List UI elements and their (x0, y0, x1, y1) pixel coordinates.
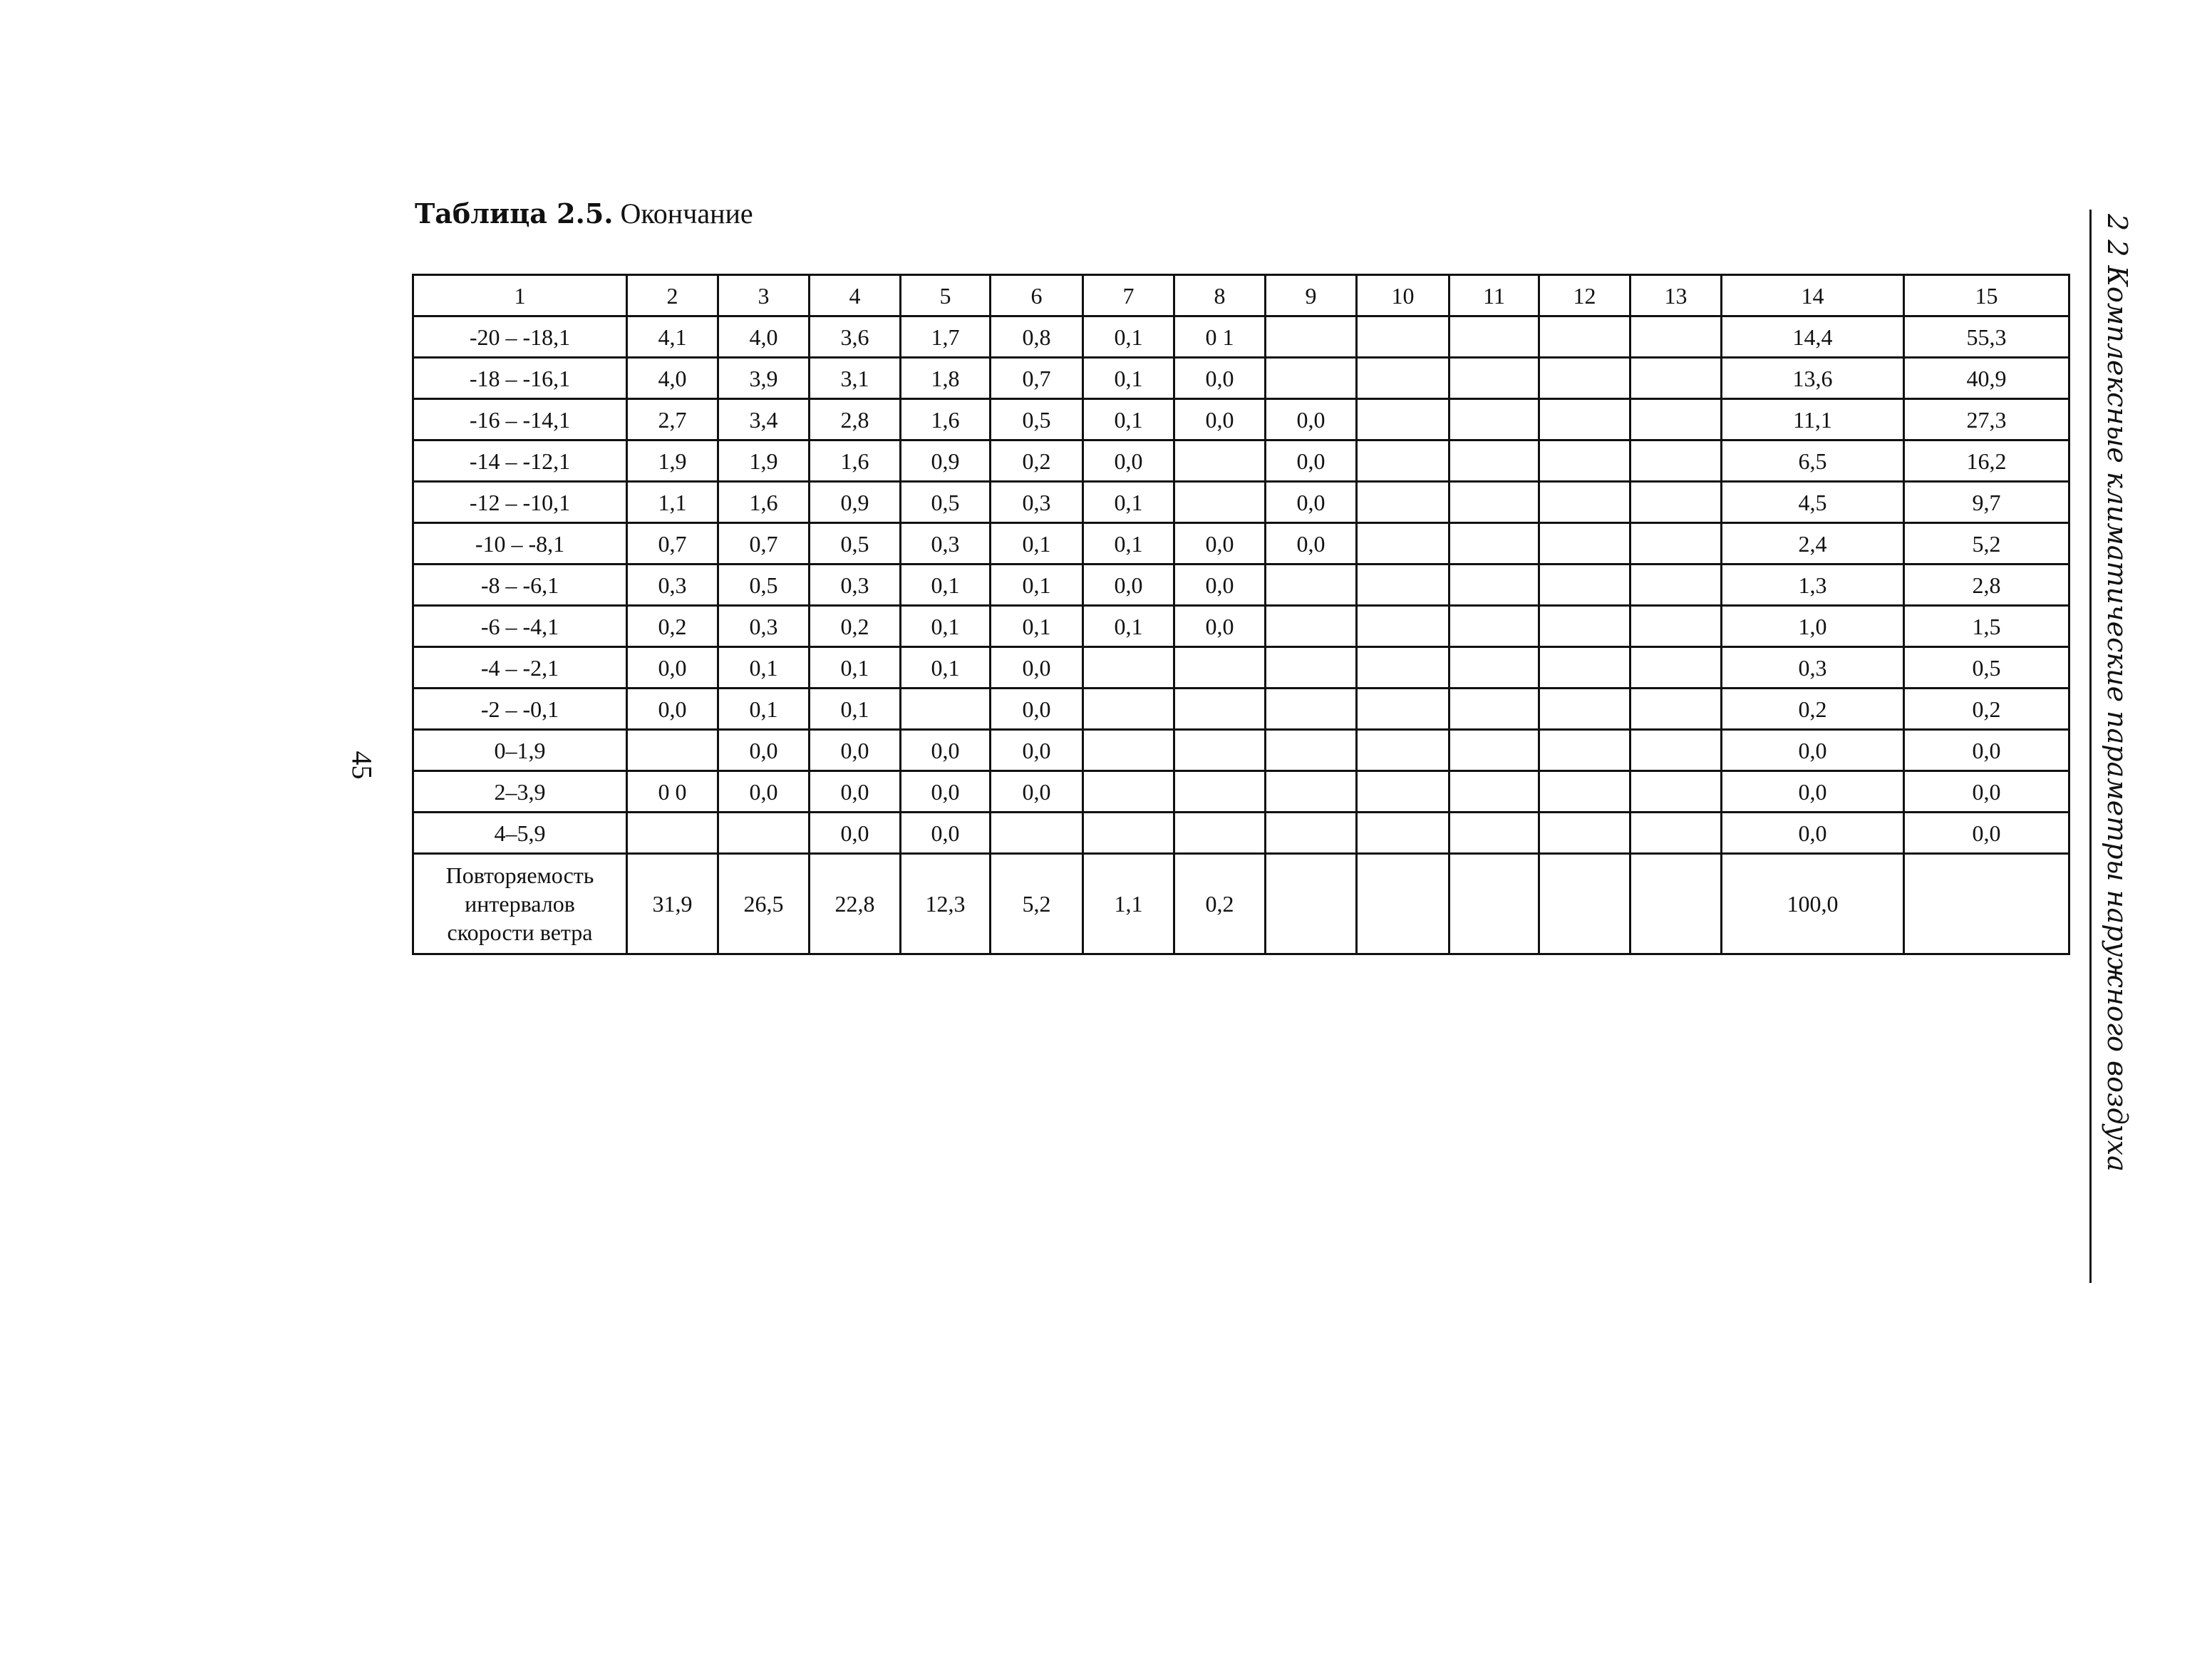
data-cell: 2,8 (1904, 565, 2069, 606)
data-cell: 0,2 (627, 606, 718, 647)
summary-value-cell: 1,1 (1083, 854, 1174, 954)
data-cell: 0,3 (627, 565, 718, 606)
data-cell (1357, 399, 1449, 440)
data-cell (1174, 647, 1266, 689)
data-cell: 0,0 (991, 730, 1083, 771)
row-label-cell: 4–5,9 (413, 813, 627, 854)
data-cell (1357, 316, 1449, 358)
header-cell: 8 (1174, 275, 1266, 316)
summary-value-cell: 0,2 (1174, 854, 1266, 954)
data-cell: 1,7 (901, 316, 991, 358)
data-cell: 0,0 (901, 730, 991, 771)
data-cell (1539, 606, 1630, 647)
data-cell (1449, 482, 1539, 523)
summary-value-cell (1266, 854, 1357, 954)
data-cell: 3,9 (718, 358, 810, 399)
data-cell: 0,0 (627, 689, 718, 730)
header-cell: 14 (1722, 275, 1904, 316)
data-cell: 0,0 (1174, 606, 1266, 647)
data-cell (1357, 606, 1449, 647)
data-cell (1266, 316, 1357, 358)
data-cell: 0,1 (1083, 316, 1174, 358)
data-cell: 0,0 (1722, 813, 1904, 854)
row-label-cell: -8 – -6,1 (413, 565, 627, 606)
data-cell (1357, 730, 1449, 771)
data-cell (1630, 730, 1722, 771)
data-cell: 4,1 (627, 316, 718, 358)
data-cell: 0,9 (901, 440, 991, 482)
data-cell (1083, 813, 1174, 854)
header-cell: 1 (413, 275, 627, 316)
summary-row (413, 854, 2069, 954)
data-cell (1630, 813, 1722, 854)
row-label-cell: -2 – -0,1 (413, 689, 627, 730)
header-cell: 13 (1630, 275, 1722, 316)
data-cell: 0,5 (901, 482, 991, 523)
data-cell: 0,2 (1722, 689, 1904, 730)
data-cell: 40,9 (1904, 358, 2069, 399)
data-cell: 0,0 (810, 771, 901, 813)
data-cell (1174, 482, 1266, 523)
header-cell: 4 (810, 275, 901, 316)
data-cell: 0,5 (991, 399, 1083, 440)
data-cell: 1,1 (627, 482, 718, 523)
data-cell: 0,8 (991, 316, 1083, 358)
data-cell (1539, 482, 1630, 523)
data-cell: 0,0 (1174, 565, 1266, 606)
data-cell: 0,0 (901, 813, 991, 854)
data-cell: 0,0 (991, 689, 1083, 730)
data-cell (1630, 440, 1722, 482)
data-cell (1449, 813, 1539, 854)
table-row (413, 482, 2069, 523)
data-cell (1357, 771, 1449, 813)
summary-value-cell (1539, 854, 1630, 954)
data-cell (1539, 316, 1630, 358)
data-cell: 0,9 (810, 482, 901, 523)
header-cell: 2 (627, 275, 718, 316)
data-cell (1539, 565, 1630, 606)
data-cell: 1,3 (1722, 565, 1904, 606)
data-cell (1357, 358, 1449, 399)
data-cell: 3,4 (718, 399, 810, 440)
data-cell: 0,1 (1083, 523, 1174, 565)
data-cell: 2,7 (627, 399, 718, 440)
row-label-cell: 0–1,9 (413, 730, 627, 771)
data-cell (627, 813, 718, 854)
data-cell: 2,4 (1722, 523, 1904, 565)
data-cell (1630, 358, 1722, 399)
summary-value-cell (1630, 854, 1722, 954)
data-cell: 13,6 (1722, 358, 1904, 399)
data-cell: 1,6 (718, 482, 810, 523)
data-cell: 0,1 (991, 565, 1083, 606)
data-cell: 0,7 (991, 358, 1083, 399)
data-cell (1630, 482, 1722, 523)
data-cell (1083, 689, 1174, 730)
summary-value-cell: 5,2 (991, 854, 1083, 954)
data-cell: 0,1 (901, 647, 991, 689)
data-cell: 0,7 (718, 523, 810, 565)
table-row (413, 647, 2069, 689)
data-cell: 0,3 (810, 565, 901, 606)
data-cell: 9,7 (1904, 482, 2069, 523)
data-cell (1266, 565, 1357, 606)
data-cell: 0,0 (1722, 730, 1904, 771)
table-row (413, 316, 2069, 358)
data-cell: 1,5 (1904, 606, 2069, 647)
summary-value-cell (1904, 854, 2069, 954)
table-row (413, 565, 2069, 606)
data-cell: 14,4 (1722, 316, 1904, 358)
data-cell: 0,3 (718, 606, 810, 647)
row-label-cell: -16 – -14,1 (413, 399, 627, 440)
data-cell: 0,0 (1722, 771, 1904, 813)
table-row (413, 771, 2069, 813)
data-cell (1539, 358, 1630, 399)
table-header-row (413, 275, 2069, 316)
row-label-cell: -12 – -10,1 (413, 482, 627, 523)
data-cell: 0,0 (810, 813, 901, 854)
data-cell: 0,3 (901, 523, 991, 565)
data-cell: 0,1 (810, 689, 901, 730)
data-cell: 1,6 (810, 440, 901, 482)
data-cell: 0,0 (1083, 565, 1174, 606)
table-row (413, 689, 2069, 730)
data-cell (1539, 771, 1630, 813)
data-cell (627, 730, 718, 771)
running-head-rule (2089, 210, 2092, 1283)
data-cell (1357, 440, 1449, 482)
data-cell: 55,3 (1904, 316, 2069, 358)
row-label-cell: -4 – -2,1 (413, 647, 627, 689)
data-cell (1539, 440, 1630, 482)
data-cell (1357, 523, 1449, 565)
running-head: 2 2 Комплексные климатические параметры наружного воздуха (2102, 214, 2133, 1172)
summary-value-cell: 100,0 (1722, 854, 1904, 954)
table-row (413, 606, 2069, 647)
data-cell (1357, 482, 1449, 523)
data-cell: 0,0 (718, 730, 810, 771)
summary-value-cell (1449, 854, 1539, 954)
data-cell: 1,9 (718, 440, 810, 482)
data-table (412, 274, 2070, 955)
data-cell: 0,2 (810, 606, 901, 647)
data-cell (1449, 523, 1539, 565)
data-cell (1630, 399, 1722, 440)
data-cell: 2,8 (810, 399, 901, 440)
summary-label-line: интервалов (465, 891, 575, 917)
data-cell: 0,5 (718, 565, 810, 606)
data-cell (1449, 606, 1539, 647)
table-body (413, 275, 2069, 954)
data-cell: 0,0 (1174, 358, 1266, 399)
data-cell: 11,1 (1722, 399, 1904, 440)
data-cell (1449, 771, 1539, 813)
data-cell (1539, 689, 1630, 730)
data-cell: 0,0 (1904, 813, 2069, 854)
data-cell (1630, 647, 1722, 689)
data-cell: 0,0 (1174, 523, 1266, 565)
data-cell: 0,0 (1266, 482, 1357, 523)
header-cell: 3 (718, 275, 810, 316)
data-cell: 0,1 (810, 647, 901, 689)
data-cell: 0,1 (1083, 358, 1174, 399)
data-cell (1449, 440, 1539, 482)
data-cell: 0,0 (718, 771, 810, 813)
data-cell (1357, 647, 1449, 689)
data-cell: 0,5 (1904, 647, 2069, 689)
header-cell: 12 (1539, 275, 1630, 316)
data-cell: 4,0 (718, 316, 810, 358)
data-cell: 4,0 (627, 358, 718, 399)
data-cell: 0,5 (810, 523, 901, 565)
table-row (413, 358, 2069, 399)
data-cell: 0,0 (1083, 440, 1174, 482)
data-cell: 0,3 (991, 482, 1083, 523)
data-cell (1266, 606, 1357, 647)
row-label-cell: -10 – -8,1 (413, 523, 627, 565)
data-cell: 4,5 (1722, 482, 1904, 523)
row-label-cell: -14 – -12,1 (413, 440, 627, 482)
data-cell (1357, 689, 1449, 730)
data-cell (1083, 730, 1174, 771)
data-cell (1630, 316, 1722, 358)
page-number: 45 (346, 751, 378, 780)
data-cell: 0 0 (627, 771, 718, 813)
table-caption (415, 197, 753, 230)
table-row (413, 440, 2069, 482)
header-cell: 15 (1904, 275, 2069, 316)
data-cell: 27,3 (1904, 399, 2069, 440)
data-cell: 0,0 (1266, 440, 1357, 482)
data-cell (1449, 399, 1539, 440)
data-cell: 0,0 (1904, 730, 2069, 771)
data-cell: 0,1 (991, 606, 1083, 647)
data-cell (1539, 399, 1630, 440)
row-label-cell: 2–3,9 (413, 771, 627, 813)
data-cell (1630, 606, 1722, 647)
data-cell: 0,0 (1904, 771, 2069, 813)
summary-value-cell: 26,5 (718, 854, 810, 954)
data-cell: 1,9 (627, 440, 718, 482)
data-cell (1539, 730, 1630, 771)
row-label-cell: -6 – -4,1 (413, 606, 627, 647)
data-cell (1266, 771, 1357, 813)
header-cell: 6 (991, 275, 1083, 316)
data-cell (1539, 647, 1630, 689)
data-cell (1449, 689, 1539, 730)
data-cell: 1,8 (901, 358, 991, 399)
data-cell: 0,1 (901, 606, 991, 647)
data-cell (718, 813, 810, 854)
table-caption-number: Таблица 2.5. (415, 197, 614, 230)
data-cell: 5,2 (1904, 523, 2069, 565)
data-cell (1266, 813, 1357, 854)
data-cell: 0,2 (991, 440, 1083, 482)
data-cell (1449, 730, 1539, 771)
data-cell: 0,0 (991, 647, 1083, 689)
data-cell: 0,2 (1904, 689, 2069, 730)
data-cell (991, 813, 1083, 854)
data-cell (1449, 647, 1539, 689)
summary-value-cell: 12,3 (901, 854, 991, 954)
data-cell (1630, 689, 1722, 730)
data-cell: 0,1 (718, 689, 810, 730)
row-label-cell: -20 – -18,1 (413, 316, 627, 358)
data-cell (1174, 689, 1266, 730)
data-cell: 3,1 (810, 358, 901, 399)
data-cell (1357, 813, 1449, 854)
data-cell: 0,0 (627, 647, 718, 689)
data-cell: 1,6 (901, 399, 991, 440)
table-caption-text: Окончание (620, 197, 753, 230)
summary-value-cell (1357, 854, 1449, 954)
header-cell: 7 (1083, 275, 1174, 316)
summary-label-line: Повторяемость (445, 862, 594, 888)
data-cell (1174, 813, 1266, 854)
table-row (413, 813, 2069, 854)
summary-label-line: скорости ветра (447, 919, 593, 945)
data-cell (901, 689, 991, 730)
data-cell (1539, 523, 1630, 565)
data-cell (1630, 771, 1722, 813)
data-cell (1449, 316, 1539, 358)
data-cell (1266, 647, 1357, 689)
data-cell: 0 1 (1174, 316, 1266, 358)
header-cell: 5 (901, 275, 991, 316)
data-cell: 3,6 (810, 316, 901, 358)
data-cell (1449, 565, 1539, 606)
header-cell: 9 (1266, 275, 1357, 316)
data-cell (1174, 440, 1266, 482)
data-cell: 0,1 (1083, 606, 1174, 647)
data-cell (1266, 358, 1357, 399)
data-cell: 0,0 (810, 730, 901, 771)
data-cell: 0,0 (1174, 399, 1266, 440)
data-cell (1083, 647, 1174, 689)
data-cell (1266, 689, 1357, 730)
summary-value-cell: 22,8 (810, 854, 901, 954)
table-row (413, 730, 2069, 771)
summary-value-cell: 31,9 (627, 854, 718, 954)
data-cell (1083, 771, 1174, 813)
data-cell: 0,1 (1083, 399, 1174, 440)
data-cell: 0,0 (991, 771, 1083, 813)
row-label-cell: -18 – -16,1 (413, 358, 627, 399)
data-cell (1630, 565, 1722, 606)
table-row (413, 399, 2069, 440)
data-cell: 1,0 (1722, 606, 1904, 647)
data-cell: 0,0 (901, 771, 991, 813)
header-cell: 10 (1357, 275, 1449, 316)
data-cell (1449, 358, 1539, 399)
data-cell: 6,5 (1722, 440, 1904, 482)
data-cell: 0,0 (1266, 523, 1357, 565)
data-cell: 0,7 (627, 523, 718, 565)
header-cell: 11 (1449, 275, 1539, 316)
data-cell (1266, 730, 1357, 771)
data-cell: 0,3 (1722, 647, 1904, 689)
data-cell: 0,1 (901, 565, 991, 606)
data-cell (1630, 523, 1722, 565)
data-cell: 16,2 (1904, 440, 2069, 482)
data-cell (1357, 565, 1449, 606)
data-cell: 0,0 (1266, 399, 1357, 440)
data-cell: 0,1 (718, 647, 810, 689)
table-row (413, 523, 2069, 565)
summary-label-cell (413, 854, 627, 954)
data-cell (1174, 771, 1266, 813)
data-cell: 0,1 (991, 523, 1083, 565)
data-cell (1539, 813, 1630, 854)
data-cell (1174, 730, 1266, 771)
data-cell: 0,1 (1083, 482, 1174, 523)
